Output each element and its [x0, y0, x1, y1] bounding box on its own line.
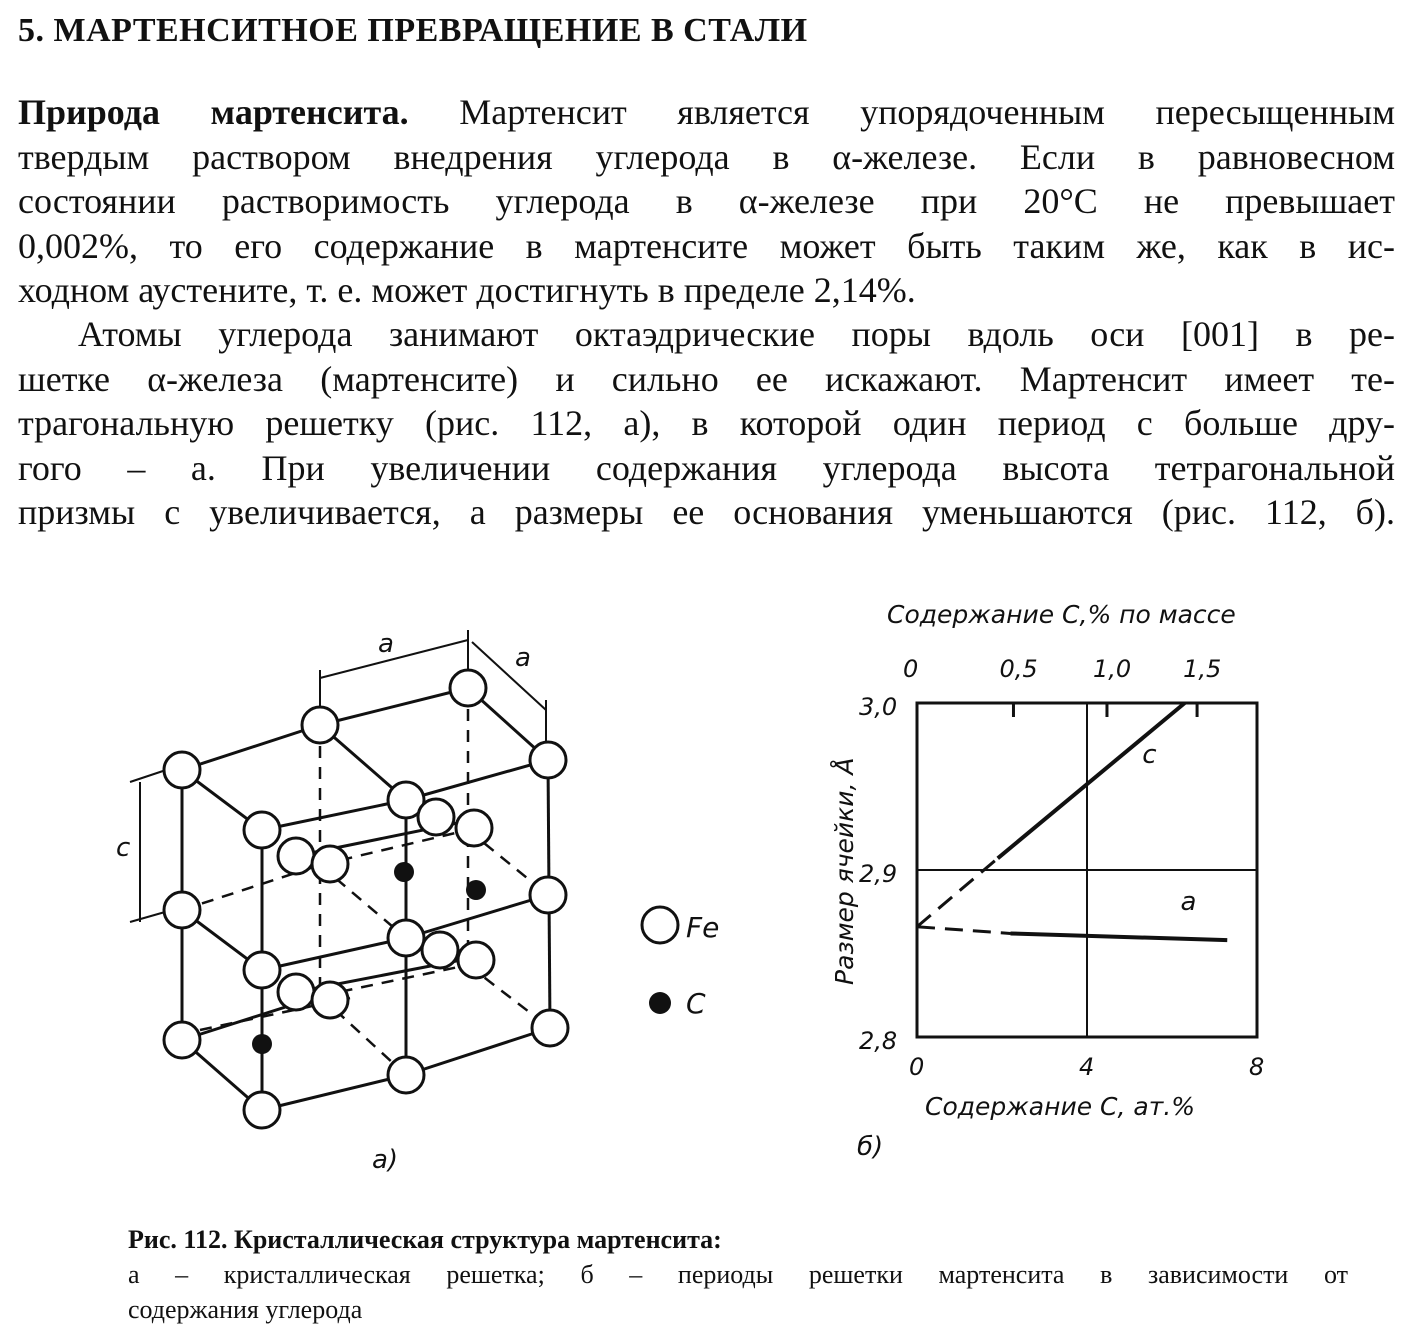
dimension-label-a-side: a [515, 643, 531, 673]
chart-top-tick-label: 1,5 [1183, 655, 1222, 683]
figure-caption [128, 1222, 1348, 1327]
c-legend-symbol [649, 992, 671, 1014]
paragraph-line: 0,002%, то его содержание в мартенсите может быть таким же, как в ис- [18, 225, 1395, 266]
figure-a-label: а) [372, 1145, 399, 1175]
chart-top-tick-label: 1,0 [1092, 655, 1132, 683]
paragraph-carbon-atoms [18, 312, 1395, 535]
fe-atom [532, 1010, 568, 1046]
paragraph-line: ходном аустените, т. е. может достигнуть в пределе 2,14%. [18, 270, 916, 310]
fe-atom [388, 1057, 424, 1093]
fe-atom [456, 810, 492, 846]
chart-y-axis-label: Размер ячейки, Å [830, 757, 859, 985]
fe-atom [302, 707, 338, 743]
caption-line: содержания углерода [128, 1295, 363, 1324]
fe-atom [450, 670, 486, 706]
chart-x-tick-label: 4 [1079, 1053, 1095, 1081]
fe-atom [458, 942, 494, 978]
fe-atom [312, 982, 348, 1018]
fe-atom [244, 1092, 280, 1128]
fe-atom [278, 974, 314, 1010]
fe-atom [422, 932, 458, 968]
paragraph-line: призмы с увеличивается, а размеры ее основания уменьшаются (рис. 112, б). [18, 492, 1395, 532]
fe-atom [244, 952, 280, 988]
figure-b-chart [795, 585, 1295, 1175]
chart-y-tick-label: 2,9 [859, 860, 898, 888]
chart-series-c-segment [917, 858, 998, 926]
fe-atom [164, 1022, 200, 1058]
chart-series-group [917, 703, 1227, 940]
fe-atom [418, 799, 454, 835]
paragraph-line: гого – а. При увеличении содержания углерода высота тетрагональной [18, 447, 1395, 488]
section-heading: 5. МАРТЕНСИТНОЕ ПРЕВРАЩЕНИЕ В СТАЛИ [18, 12, 808, 49]
figure-b-label: б) [857, 1132, 884, 1162]
paragraph-line: состоянии растворимость углерода в α-железе при 20°С не превышает [18, 181, 1395, 221]
fe-atom [278, 838, 314, 874]
chart-top-axis-title: Содержание С,% по массе [887, 600, 1236, 629]
chart-x-tick-label: 8 [1249, 1053, 1265, 1081]
c-atom [394, 862, 414, 882]
fe-atom [530, 742, 566, 778]
paragraph-line: Природа мартенсита. Мартенсит является упорядоченным пересыщенным [18, 92, 1396, 132]
iron-atoms [164, 670, 568, 1128]
caption-title: Рис. 112. Кристаллическая структура мартенсита: [128, 1225, 722, 1254]
chart-top-tick-label: 0,5 [999, 655, 1038, 683]
paragraph-nature-of-martensite [18, 90, 1395, 313]
figure-a-legend [630, 895, 750, 1035]
caption-line: а – кристаллическая решетка; б – периоды решетки мартенсита в зависимости от [128, 1260, 1348, 1289]
c-legend-label: C [686, 987, 706, 1020]
paragraph-line: Атомы углерода занимают октаэдрические поры вдоль оси [001] в ре- [78, 314, 1395, 354]
fe-atom [312, 846, 348, 882]
lattice-hidden-edges [182, 688, 550, 1075]
fe-atom [164, 892, 200, 928]
chart-series-a-segment [917, 927, 1011, 934]
fe-atom [164, 752, 200, 788]
paragraph-line: трагональную решетку (рис. 112, а), в которой один период с больше дру- [18, 403, 1395, 443]
lattice-edges [182, 688, 550, 1110]
fe-legend-label: Fe [686, 911, 720, 944]
dimension-label-a-top: a [378, 629, 394, 659]
chart-series-a-segment [1011, 933, 1228, 940]
fe-atom [388, 920, 424, 956]
figure-a-crystal-lattice [110, 620, 630, 1180]
chart-series-label-c: c [1142, 740, 1157, 771]
dimension-label-c: c [116, 833, 131, 863]
fe-legend-symbol [642, 907, 678, 943]
paragraph-lead: Природа мартенсита. [18, 92, 409, 132]
chart-series-c-segment [998, 703, 1185, 858]
paragraph-line: шетке α-железа (мартенсите) и сильно ее искажают. Мартенсит имеет те- [18, 358, 1395, 399]
chart-y-tick-label: 3,0 [859, 693, 898, 721]
fe-atom [530, 877, 566, 913]
chart-x-axis-label: Содержание С, ат.% [925, 1092, 1195, 1121]
c-atom [252, 1034, 272, 1054]
chart-y-tick-label: 2,8 [859, 1027, 898, 1055]
chart-frame [917, 703, 1257, 1037]
paragraph-line: твердым раствором внедрения углерода в α-железе. Если в равновесном [18, 136, 1395, 177]
chart-x-tick-label: 0 [909, 1053, 925, 1081]
c-atom [466, 880, 486, 900]
chart-series-label-a: a [1180, 887, 1197, 918]
chart-ticks-group [859, 655, 1264, 1081]
fe-atom [244, 812, 280, 848]
chart-top-tick-label: 0 [903, 655, 919, 683]
